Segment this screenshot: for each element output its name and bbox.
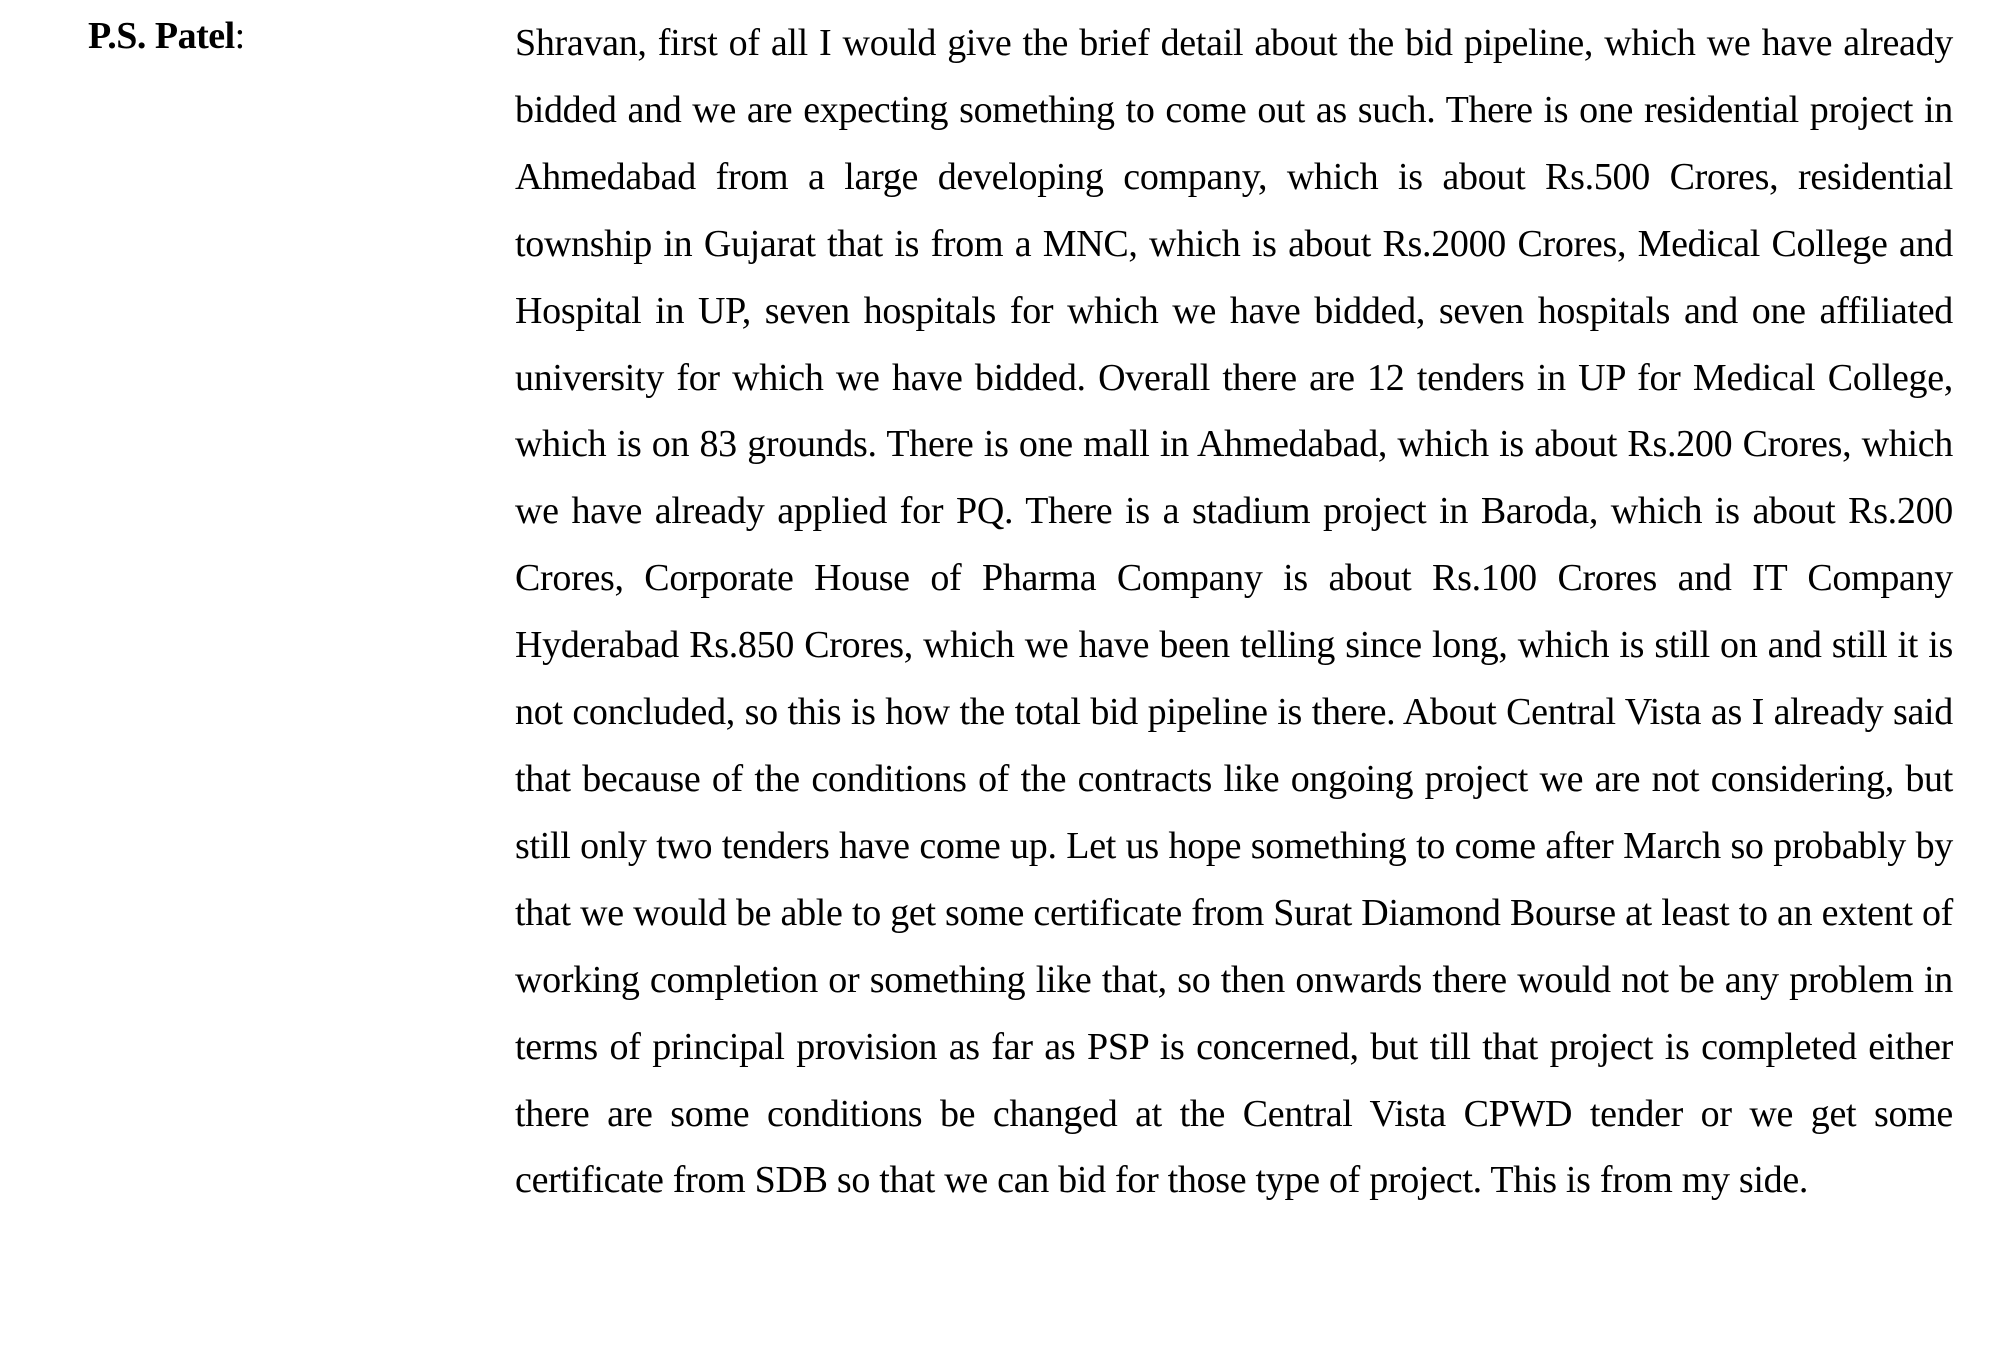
speech-paragraph: Shravan, first of all I would give the brief detail about the bid pipeline, which we have already bidded and we are expecting something to come out as such. There is one residential project in Ahmedabad from a large developing company, which is about Rs.500 Crores, residential township in Gujarat that is from a MNC, which is about Rs.2000 Crores, Medical College and Hospital in UP, seven hospitals for which we have bidded, seven hospitals and one affiliated university for which we have bidded. Overall there are 12 tenders in UP for Medical College, which is on 83 grounds. There is one mall in Ahmedabad, which is about Rs.200 Crores, which we have already applied for PQ. There is a stadium project in Baroda, which is about Rs.200 Crores, Corporate House of Pharma Company is about Rs.100 Crores and IT Company Hyderabad Rs.850 Crores, which we have been telling since long, which is still on and still it is not concluded, so this is how the total bid pipeline is there. About Central Vista as I already said that because of the conditions of the contracts like ongoing project we are not considering, but still only two tenders have come up. Let us hope something to come after March so probably by that we would be able to get some certificate from Surat Diamond Bourse at least to an extent of working completion or something like that, so then onwards there would not be any problem in terms of principal provision as far as PSP is concerned, but till that project is completed either there are some conditions be changed at the Central Vista CPWD tender or we get some certificate from SDB so that we can bid for those type of project. This is from my side. [515, 22, 1953, 1202]
speaker-separator: : [234, 15, 245, 57]
speaker-name: P.S. Patel [88, 15, 235, 57]
speaker-label [88, 10, 245, 62]
